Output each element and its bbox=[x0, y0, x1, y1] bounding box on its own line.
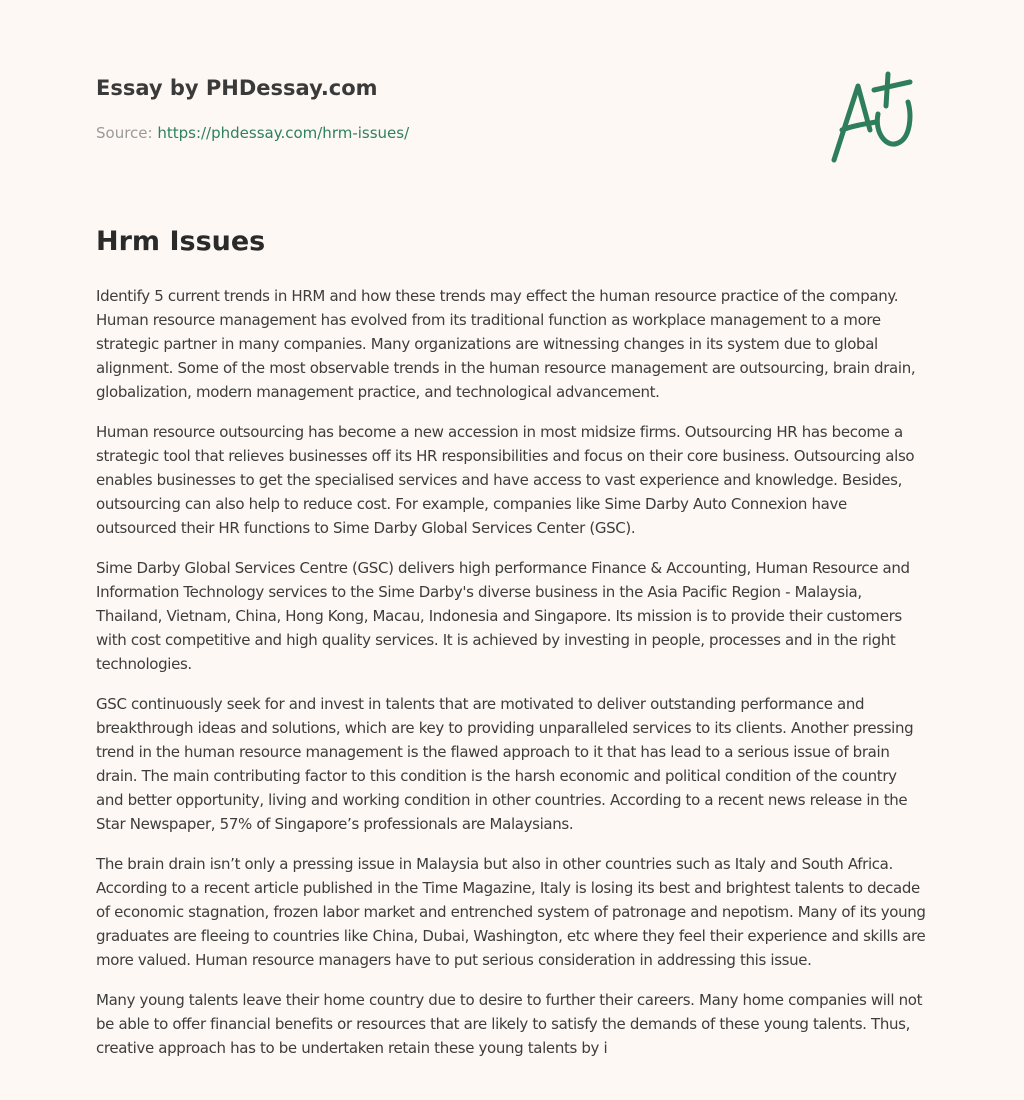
essay-paragraph: The brain drain isn’t only a pressing issue in Malaysia but also in other countries such as Italy and South Africa. According to a recent article published in the Time Magazine, Italy is losing its best and brightest talents to decade of economic stagnation, frozen labor market and entrenched system of patronage and nepotism. Many of its young graduates are fleeing to countries like China, Dubai, Washington, etc where they feel their experience and skills are more valued. Human resource managers have to put serious consideration in addressing this issue. bbox=[96, 855, 926, 969]
source-link[interactable]: https://phdessay.com/hrm-issues/ bbox=[157, 124, 410, 142]
source-label: Source: bbox=[96, 124, 158, 142]
essay-paragraph: Human resource outsourcing has become a new accession in most midsize firms. Outsourcing HR has become a strategic tool that relieves businesses off its HR responsibilities and focus on their core business. Outsourcing also enables businesses to get the specialised services and have access to vast experience and knowledge. Besides, outsourcing can also help to reduce cost. For example, companies like Sime Darby Auto Connexion have outsourced their HR functions to Sime Darby Global Services Center (GSC). bbox=[96, 423, 915, 537]
essay-paragraph: Many young talents leave their home country due to desire to further their careers. Many home companies will not be able to offer financial benefits or resources that are likely to satisfy the demands of these young talents. Thus, creative approach has to be undertaken retain these young talents by i bbox=[96, 991, 923, 1057]
essay-title: Hrm Issues bbox=[96, 226, 266, 257]
essay-paragraph: Identify 5 current trends in HRM and how these trends may effect the human resource practice of the company. Human resource management has evolved from its traditional function as workplace management to a more strategic partner in many companies. Many organizations are witnessing changes in its system due to global alignment. Some of the most observable trends in the human resource management are outsourcing, brain drain, globalization, modern management practice, and technological advancement. bbox=[96, 287, 916, 401]
essay-paragraph: GSC continuously seek for and invest in talents that are motivated to deliver outstanding performance and breakthrough ideas and solutions, which are key to providing unparalleled services to its clients. Another pressing trend in the human resource management is the flawed approach to it that has lead to a serious issue of brain drain. The main contributing factor to this condition is the harsh economic and political condition of the country and better opportunity, living and working condition in other countries. According to a recent news release in the Star Newspaper, 57% of Singapore’s professionals are Malaysians. bbox=[96, 695, 914, 833]
essay-content bbox=[96, 226, 928, 1076]
essay-paragraph: Sime Darby Global Services Centre (GSC) delivers high performance Finance & Accounting, Human Resource and Information Technology services to the Sime Darby's diverse business in the Asia Pacific Region - Malaysia, Thailand, Vietnam, China, Hong Kong, Macau, Indonesia and Singapore. Its mission is to provide their customers with cost competitive and high quality services. It is achieved by investing in people, processes and in the right technologies. bbox=[96, 559, 910, 673]
site-title: Essay by PHDessay.com bbox=[96, 76, 378, 100]
page-header bbox=[96, 76, 928, 186]
source-line bbox=[96, 124, 409, 142]
a-plus-logo-icon bbox=[828, 70, 928, 166]
